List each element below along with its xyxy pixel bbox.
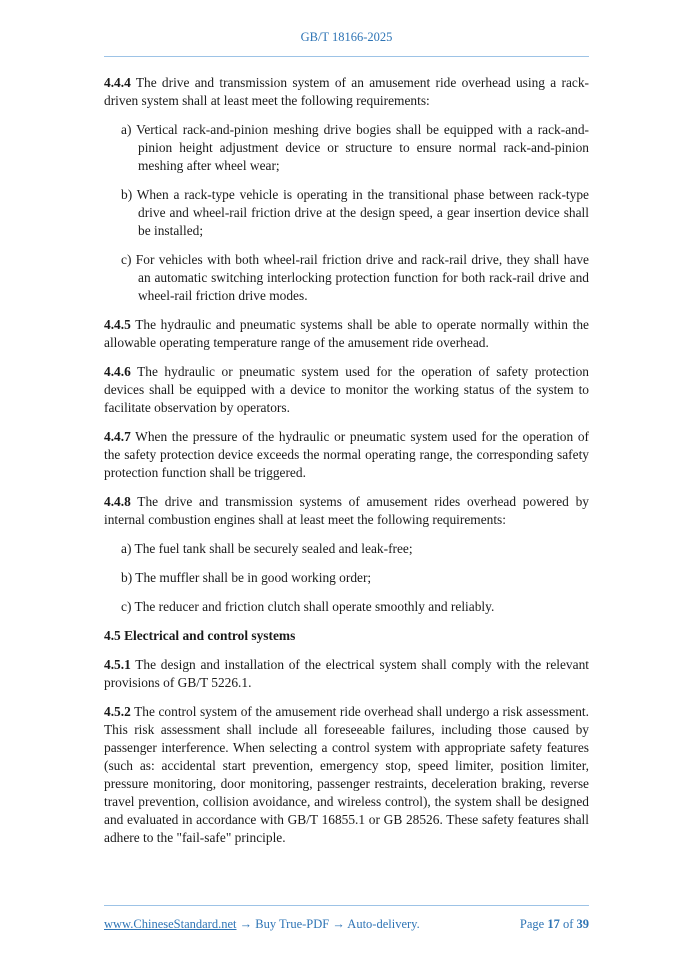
footer-promo bbox=[104, 917, 420, 932]
document-body bbox=[104, 74, 589, 858]
section-heading: 4.5 Electrical and control systems bbox=[104, 628, 296, 643]
list-item: b) The muffler shall be in good working order; bbox=[121, 570, 372, 585]
clause-4-4-5 bbox=[104, 316, 589, 352]
clause-text: The drive and transmission systems of amusement rides overhead powered by internal combustion engines shall at least meet the following requirements: bbox=[104, 494, 589, 527]
clause-number: 4.4.8 bbox=[104, 494, 131, 509]
list-item: a) Vertical rack-and-pinion meshing drive bogies shall be equipped with a rack-and-pinion height adjustment device or structure to ensure normal rack-and-pinion meshing after wheel wear; bbox=[121, 122, 589, 173]
clause-text: The hydraulic and pneumatic systems shall be able to operate normally within the allowable operating temperature range of the amusement ride overhead. bbox=[104, 317, 589, 350]
clause-4-5-2 bbox=[104, 703, 589, 847]
clause-4-4-8 bbox=[104, 493, 589, 529]
clause-number: 4.4.5 bbox=[104, 317, 131, 332]
page-label: Page bbox=[519, 917, 545, 931]
footer-divider bbox=[104, 905, 589, 906]
clause-number: 4.4.4 bbox=[104, 75, 131, 90]
clause-number: 4.4.6 bbox=[104, 364, 131, 379]
clause-4-5-1 bbox=[104, 656, 589, 692]
clause-4-4-7 bbox=[104, 428, 589, 482]
clause-number: 4.4.7 bbox=[104, 429, 131, 444]
clause-number: 4.5.1 bbox=[104, 657, 131, 672]
footer-promo-text: → Buy True-PDF → Auto-delivery. bbox=[236, 917, 420, 931]
clause-text: The control system of the amusement ride overhead shall undergo a risk assessment. This risk assessment shall include all foreseeable failures, including those caused by passenger interference. When selecting a control system with appropriate safety features (such as: accidental start prevention, emergency stop, speed limiter, position limiter, pressure monitoring, door monitoring, passenger restraints, deceleration braking, reverse travel prevention, collision avoidance, and wireless control), the system shall be designed and evaluated in accordance with GB/T 16855.1 or GB 28526. These safety features shall adhere to the "fail-safe" principle. bbox=[104, 704, 589, 845]
list-item: a) The fuel tank shall be securely sealed and leak-free; bbox=[121, 541, 413, 556]
list-item: c) The reducer and friction clutch shall operate smoothly and reliably. bbox=[121, 599, 495, 614]
clause-number: 4.5.2 bbox=[104, 704, 131, 719]
clause-text: When the pressure of the hydraulic or pneumatic system used for the operation of the safety protection device exceeds the normal operating range, the corresponding safety protection function shall be triggered. bbox=[104, 429, 589, 480]
clause-text: The drive and transmission system of an amusement ride overhead using a rack-driven system shall at least meet the following requirements: bbox=[104, 75, 589, 108]
page-total: 39 bbox=[576, 917, 589, 931]
clause-text: The hydraulic or pneumatic system used for the operation of safety protection devices shall be equipped with a device to monitor the working status of the system to facilitate observation by operators. bbox=[104, 364, 589, 415]
document-footer bbox=[104, 917, 589, 932]
of-label: of bbox=[562, 917, 574, 931]
document-header: GB/T 18166-2025 bbox=[300, 30, 393, 44]
website-link[interactable]: www.ChineseStandard.net bbox=[104, 917, 237, 931]
page-indicator bbox=[520, 917, 589, 932]
header-divider bbox=[104, 56, 589, 57]
page-number: 17 bbox=[547, 917, 560, 931]
list-item: b) When a rack-type vehicle is operating in the transitional phase between rack-type drive and wheel-rail friction drive at the design speed, a gear insertion device shall be installed; bbox=[121, 187, 589, 238]
clause-4-4-6 bbox=[104, 363, 589, 417]
clause-4-4-4 bbox=[104, 74, 589, 110]
list-item: c) For vehicles with both wheel-rail friction drive and rack-rail drive, they shall have an automatic switching interlocking protection function for both rack-rail drive and wheel-rail friction drive modes. bbox=[121, 252, 589, 303]
clause-text: The design and installation of the electrical system shall comply with the relevant provisions of GB/T 5226.1. bbox=[104, 657, 589, 690]
